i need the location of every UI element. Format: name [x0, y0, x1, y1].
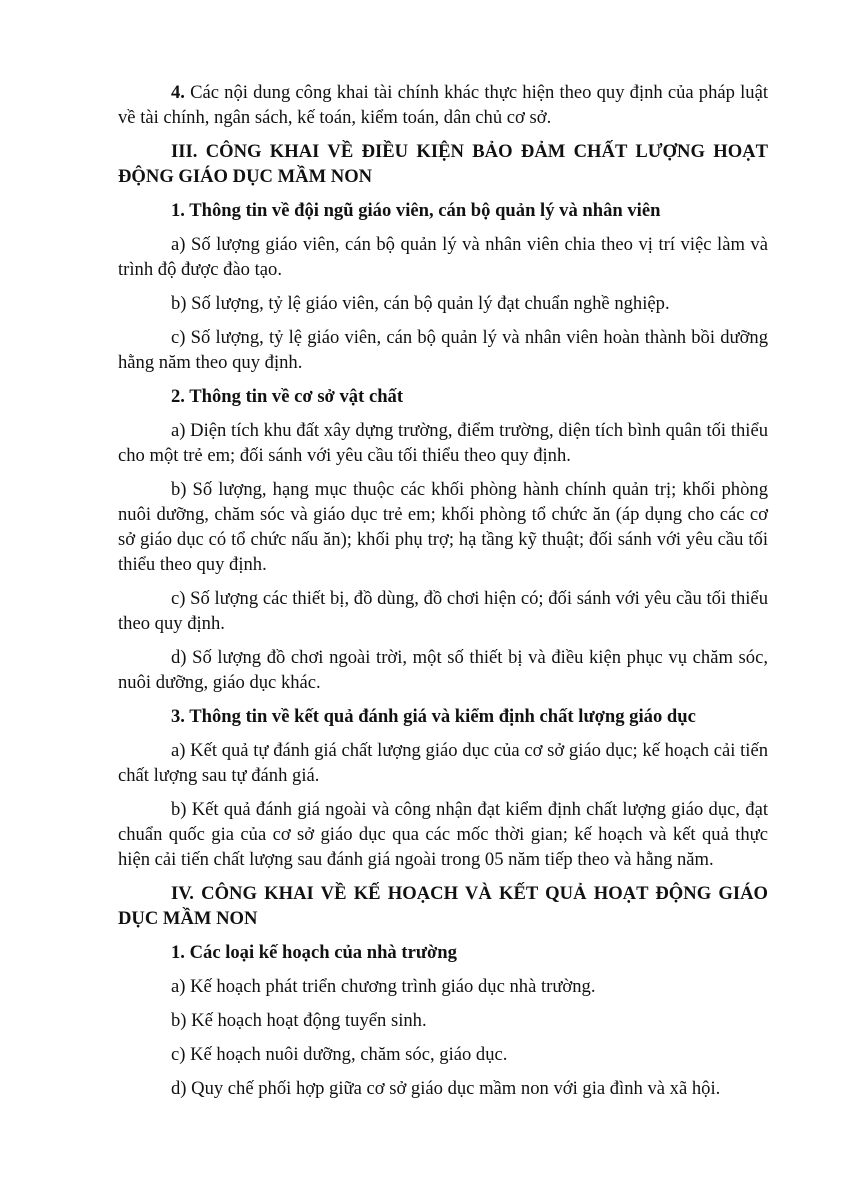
item-quality-b: b) Kết quả đánh giá ngoài và công nhận đạt kiểm định chất lượng giáo dục, đạt chuẩn quốc gia của cơ sở giáo dục qua các mốc thời gian; kế hoạch và kết quả thực hiện cải tiến chất lượng sau đánh giá ngoài trong 05 năm tiếp theo và hằng năm.: [118, 799, 768, 870]
item-plans-b: b) Kế hoạch hoạt động tuyển sinh.: [171, 1010, 427, 1031]
section-heading-iv: IV. CÔNG KHAI VỀ KẾ HOẠCH VÀ KẾT QUẢ HOẠT ĐỘNG GIÁO DỤC MẦM NON: [118, 883, 768, 929]
paragraph-text: Các nội dung công khai tài chính khác thực hiện theo quy định của pháp luật về tài chính, ngân sách, kế toán, kiểm toán, dân chủ cơ sở.: [118, 82, 768, 128]
item-plans-d: d) Quy chế phối hợp giữa cơ sở giáo dục mầm non với gia đình và xã hội.: [171, 1078, 721, 1099]
subheading-staff-info: 1. Thông tin về đội ngũ giáo viên, cán bộ quản lý và nhân viên: [171, 200, 661, 221]
item-staff-b: b) Số lượng, tỷ lệ giáo viên, cán bộ quản lý đạt chuẩn nghề nghiệp.: [171, 293, 670, 314]
item-staff-c: c) Số lượng, tỷ lệ giáo viên, cán bộ quản lý và nhân viên hoàn thành bồi dưỡng hằng năm theo quy định.: [118, 327, 768, 373]
document-page: [118, 80, 768, 1110]
section-heading-iii: III. CÔNG KHAI VỀ ĐIỀU KIỆN BẢO ĐẢM CHẤT LƯỢNG HOẠT ĐỘNG GIÁO DỤC MẦM NON: [118, 141, 768, 187]
item-facilities-c: c) Số lượng các thiết bị, đồ dùng, đồ chơi hiện có; đối sánh với yêu cầu tối thiểu theo quy định.: [118, 588, 768, 634]
subheading-quality-assessment: 3. Thông tin về kết quả đánh giá và kiểm định chất lượng giáo dục: [171, 706, 696, 727]
item-facilities-a: a) Diện tích khu đất xây dựng trường, điểm trường, diện tích bình quân tối thiểu cho một trẻ em; đối sánh với yêu cầu tối thiểu theo quy định.: [118, 420, 768, 466]
item-quality-a: a) Kết quả tự đánh giá chất lượng giáo dục của cơ sở giáo dục; kế hoạch cải tiến chất lượng sau tự đánh giá.: [118, 740, 768, 786]
item-facilities-b: b) Số lượng, hạng mục thuộc các khối phòng hành chính quản trị; khối phòng nuôi dưỡng, chăm sóc và giáo dục trẻ em; khối phòng tổ chức ăn (áp dụng cho các cơ sở giáo dục có tổ chức nấu ăn); khối phụ trợ; hạ tầng kỹ thuật; đối sánh với yêu cầu tối thiểu theo quy định.: [118, 479, 768, 575]
item-plans-c: c) Kế hoạch nuôi dưỡng, chăm sóc, giáo dục.: [171, 1044, 508, 1065]
item-plans-a: a) Kế hoạch phát triển chương trình giáo dục nhà trường.: [171, 976, 596, 997]
subheading-school-plans: 1. Các loại kế hoạch của nhà trường: [171, 942, 457, 963]
paragraph-4: [118, 80, 768, 130]
subheading-facilities: 2. Thông tin về cơ sở vật chất: [171, 386, 404, 407]
item-staff-a: a) Số lượng giáo viên, cán bộ quản lý và nhân viên chia theo vị trí việc làm và trình độ được đào tạo.: [118, 234, 768, 280]
paragraph-number: 4.: [171, 82, 185, 103]
item-facilities-d: d) Số lượng đồ chơi ngoài trời, một số thiết bị và điều kiện phục vụ chăm sóc, nuôi dưỡng, giáo dục khác.: [118, 647, 768, 693]
